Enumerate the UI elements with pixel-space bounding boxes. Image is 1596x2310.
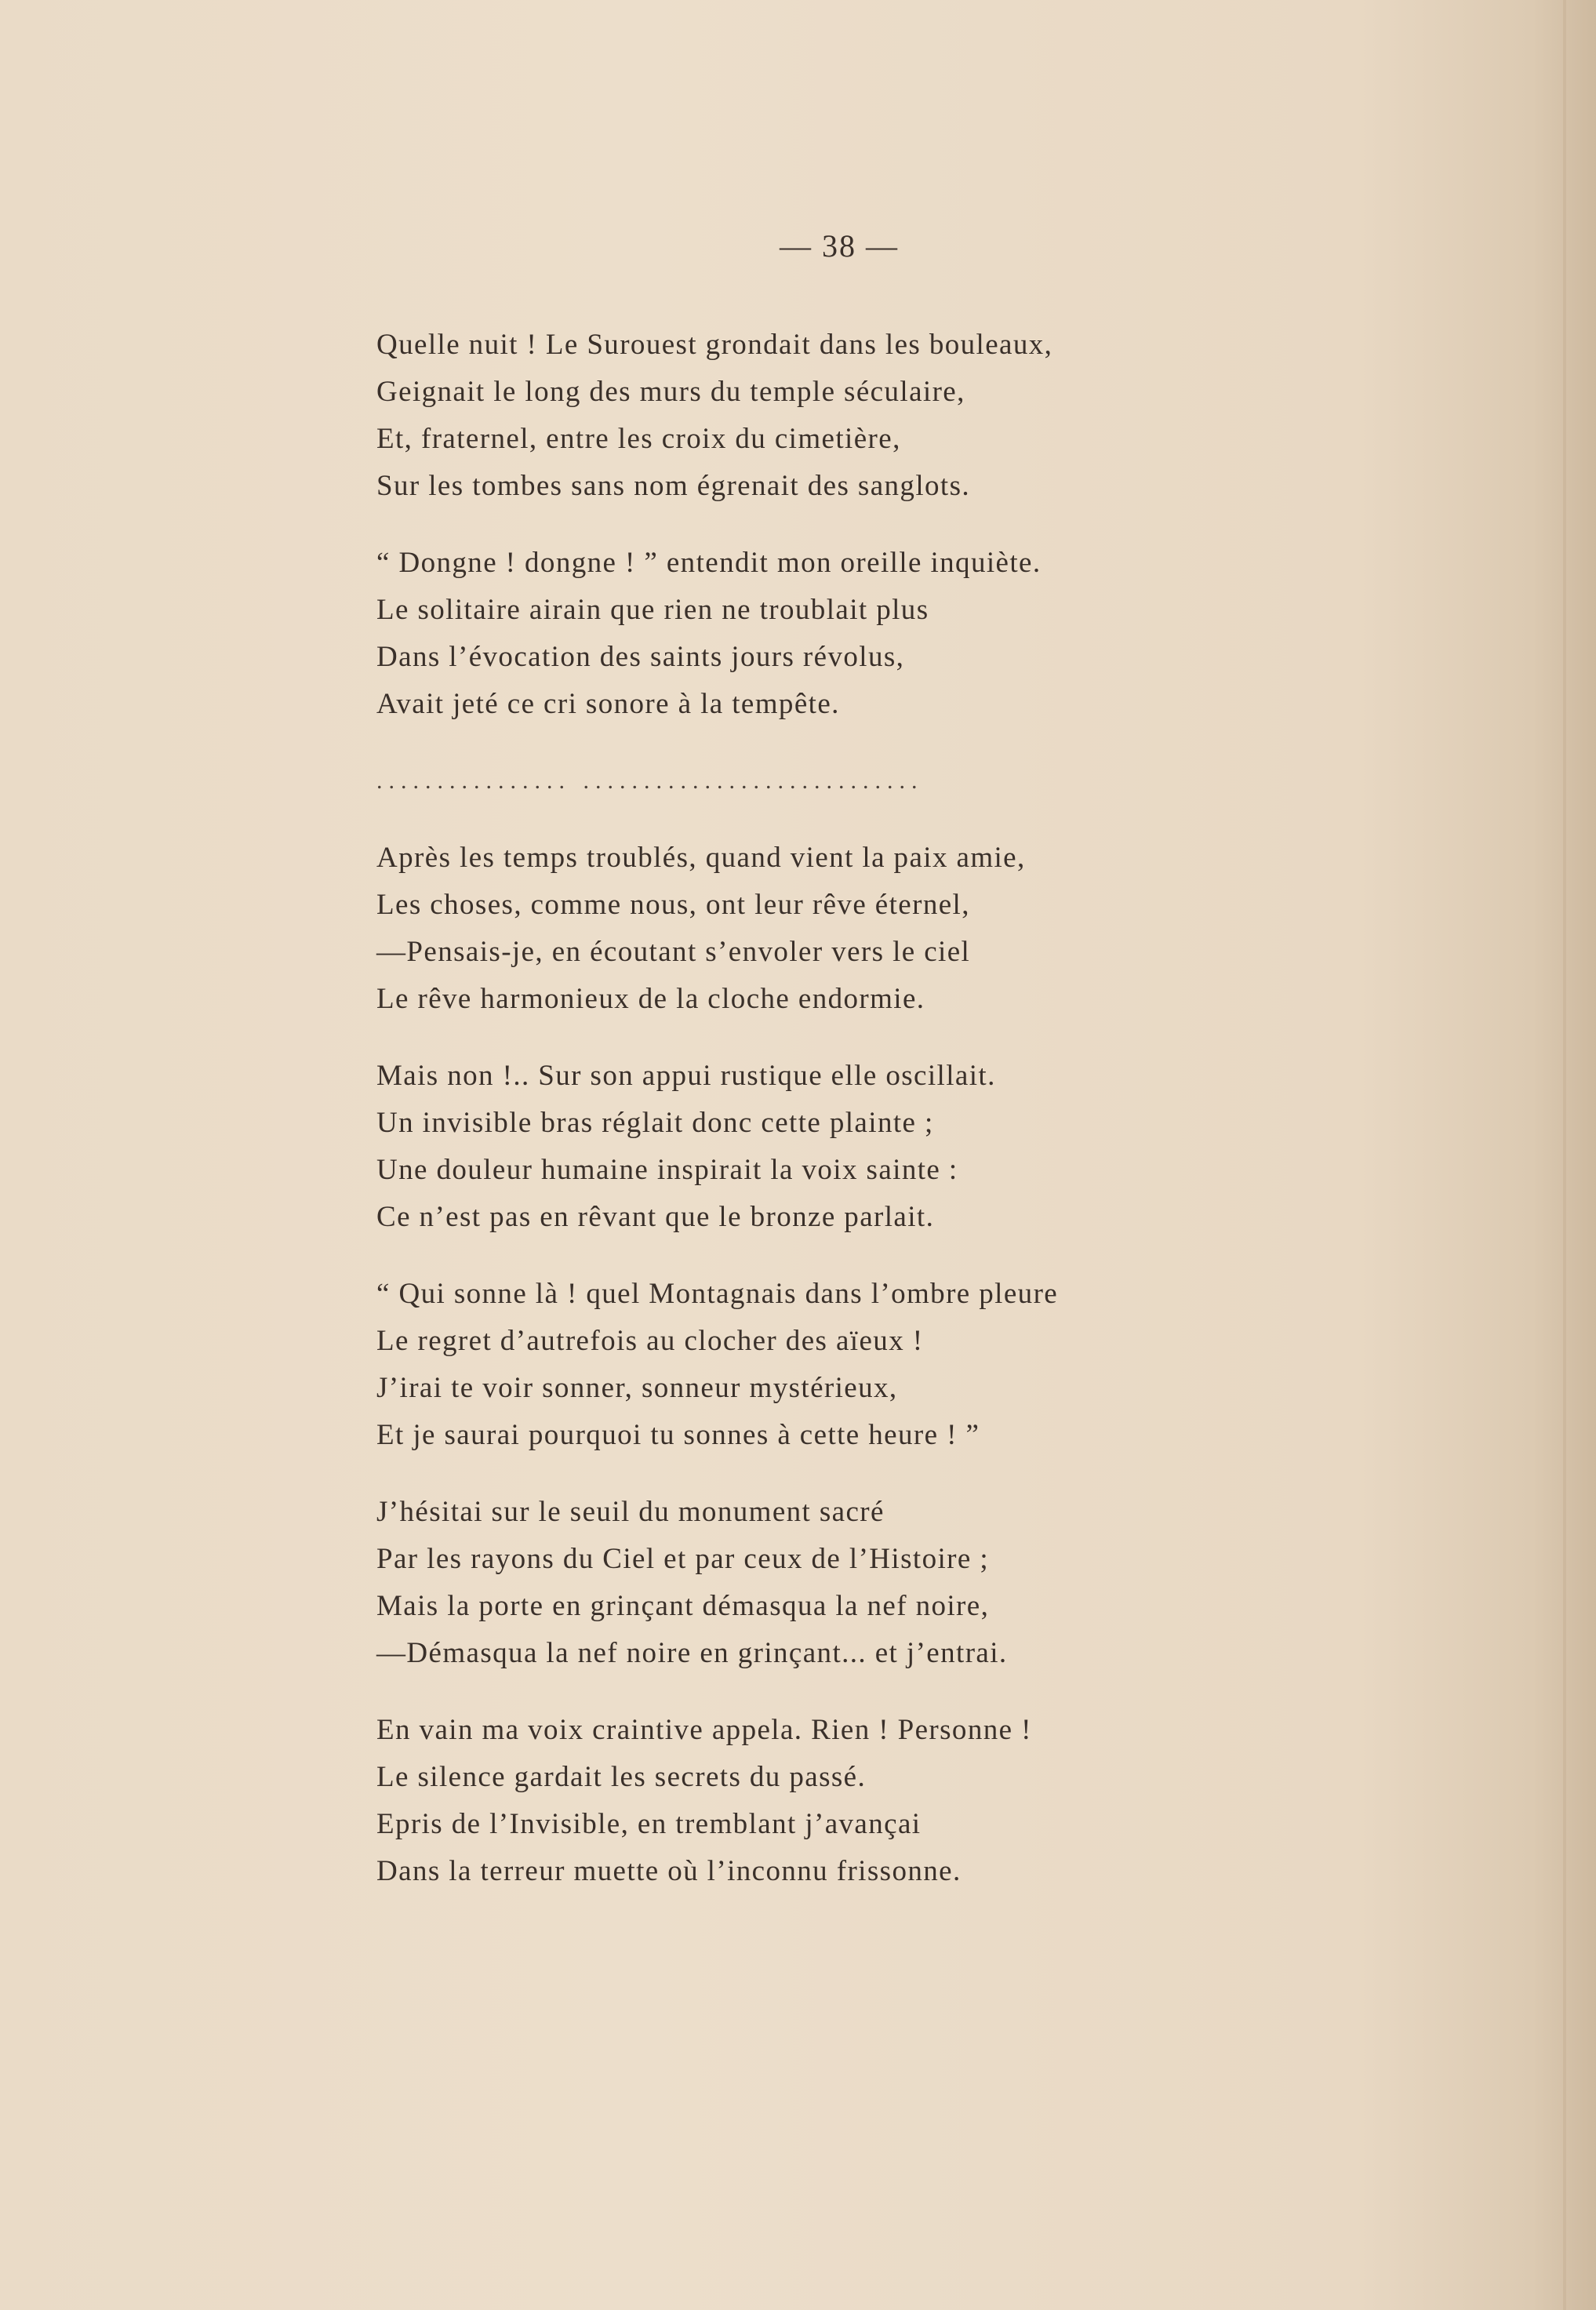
stanza-4 xyxy=(376,1053,1239,1241)
verse-line: Mais la porte en grinçant démasqua la nef noire, xyxy=(376,1590,990,1622)
verse-line: Dans l’évocation des saints jours révolus, xyxy=(376,641,905,673)
verse-line: J’irai te voir sonner, sonneur mystérieux, xyxy=(376,1372,898,1404)
verse-line: Ce n’est pas en rêvant que le bronze parlait. xyxy=(376,1201,935,1233)
stanza-5 xyxy=(376,1271,1239,1459)
stanza-1 xyxy=(376,322,1239,510)
verse-line: Quelle nuit ! Le Surouest grondait dans les bouleaux, xyxy=(376,329,1053,361)
verse-line: —Pensais-je, en écoutant s’envoler vers le ciel xyxy=(376,936,971,968)
page-number: — 38 — xyxy=(780,228,899,264)
page-edge xyxy=(1563,0,1566,2310)
verse-line: Avait jeté ce cri sonore à la tempête. xyxy=(376,688,840,720)
verse-line: Par les rayons du Ciel et par ceux de l’Histoire ; xyxy=(376,1543,990,1575)
verse-line: “ Qui sonne là ! quel Montagnais dans l’ombre pleure xyxy=(376,1278,1059,1310)
poem xyxy=(376,322,1239,1895)
stanza-3 xyxy=(376,835,1239,1023)
verse-line: Dans la terreur muette où l’inconnu frissonne. xyxy=(376,1855,962,1887)
verse-line: Le regret d’autrefois au clocher des aïeux ! xyxy=(376,1325,924,1357)
stanza-6 xyxy=(376,1489,1239,1677)
dotted-separator: ................ ............................ xyxy=(376,768,924,794)
verse-line: Le silence gardait les secrets du passé. xyxy=(376,1761,867,1793)
verse-line: Un invisible bras réglait donc cette plainte ; xyxy=(376,1107,934,1139)
stanza-2 xyxy=(376,540,1239,728)
verse-line: “ Dongne ! dongne ! ” entendit mon oreille inquiète. xyxy=(376,547,1042,579)
stanza-7 xyxy=(376,1707,1239,1895)
verse-line: Sur les tombes sans nom égrenait des sanglots. xyxy=(376,470,971,502)
verse-line: Le rêve harmonieux de la cloche endormie. xyxy=(376,983,925,1015)
verse-line: Les choses, comme nous, ont leur rêve éternel, xyxy=(376,889,970,921)
verse-line: Et je saurai pourquoi tu sonnes à cette heure ! ” xyxy=(376,1419,980,1451)
verse-line: Une douleur humaine inspirait la voix sainte : xyxy=(376,1154,958,1186)
verse-line: Geignait le long des murs du temple séculaire, xyxy=(376,376,965,408)
verse-line: Après les temps troublés, quand vient la paix amie, xyxy=(376,842,1026,874)
verse-line: Epris de l’Invisible, en tremblant j’avançai xyxy=(376,1808,922,1840)
verse-line: En vain ma voix craintive appela. Rien ! Personne ! xyxy=(376,1714,1032,1746)
verse-line: Mais non !.. Sur son appui rustique elle oscillait. xyxy=(376,1060,996,1092)
verse-line: J’hésitai sur le seuil du monument sacré xyxy=(376,1496,885,1528)
verse-line: Et, fraternel, entre les croix du cimetière, xyxy=(376,423,901,455)
verse-line: —Démasqua la nef noire en grinçant... et j’entrai. xyxy=(376,1637,1008,1669)
verse-line: Le solitaire airain que rien ne troublait plus xyxy=(376,594,929,626)
